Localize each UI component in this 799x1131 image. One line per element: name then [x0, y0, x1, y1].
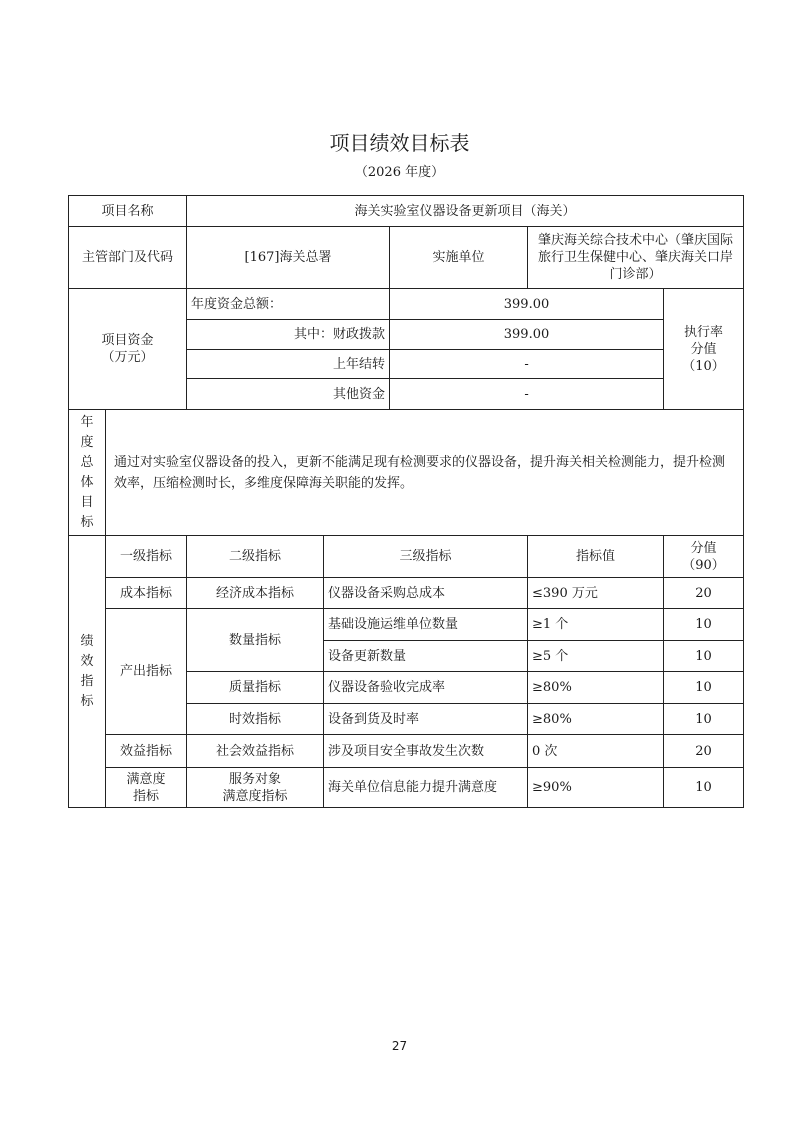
indicators-label-char: 效 [80, 653, 94, 669]
goal-label-char: 标 [80, 514, 94, 530]
quantity-1-value: ≥1 个 [528, 609, 664, 641]
benefit-score: 20 [664, 735, 744, 768]
page-number: 27 [391, 1039, 408, 1053]
satisfaction-level2-line1: 服务对象 [229, 771, 282, 787]
row-satisfaction-indicator [69, 768, 744, 808]
header-level2: 二级指标 [187, 536, 324, 578]
satisfaction-level1 [106, 768, 187, 808]
quality-score: 10 [664, 672, 744, 704]
quantity-level2: 数量指标 [187, 609, 324, 672]
performance-goal-table [68, 195, 744, 808]
impl-label: 实施单位 [390, 227, 528, 289]
cost-value: ≤390 万元 [528, 578, 664, 609]
satisfaction-level2 [187, 768, 324, 808]
indicators-label-char: 指 [80, 673, 94, 689]
time-score: 10 [664, 704, 744, 735]
cost-level3: 仪器设备采购总成本 [324, 578, 528, 609]
benefit-level1: 效益指标 [106, 735, 187, 768]
document-year: （2026 年度） [354, 165, 445, 180]
cost-level2: 经济成本指标 [187, 578, 324, 609]
execution-rate-score [664, 289, 744, 410]
row-project-name [69, 196, 744, 227]
satisfaction-level3: 海关单位信息能力提升满意度 [324, 768, 528, 808]
quantity-2-value: ≥5 个 [528, 641, 664, 672]
time-level3: 设备到货及时率 [324, 704, 528, 735]
funds-label-line1: 项目资金 [101, 333, 154, 348]
goal-label-char: 体 [80, 474, 94, 490]
carryover-label: 上年结转 [187, 350, 390, 379]
time-level2: 时效指标 [187, 704, 324, 735]
impl-value: 肇庆海关综合技术中心（肇庆国际旅行卫生保健中心、肇庆海关口岸门诊部） [528, 227, 744, 289]
score-line1: 执行率 [684, 324, 724, 340]
row-benefit-indicator [69, 735, 744, 768]
overall-goal-text: 通过对实验室仪器设备的投入，更新不能满足现有检测要求的仪器设备，提升海关相关检测能力，提升检测效率，压缩检测时长，多维度保障海关职能的发挥。 [106, 410, 744, 536]
dept-label: 主管部门及代码 [69, 227, 187, 289]
row-cost-indicator [69, 578, 744, 609]
goal-label-char: 度 [80, 434, 94, 450]
header-score-line1: 分值 [690, 540, 717, 556]
satisfaction-level2-line2: 满意度指标 [222, 788, 288, 804]
header-score [664, 536, 744, 578]
benefit-level3: 涉及项目安全事故发生次数 [324, 735, 528, 768]
indicators-label-char: 标 [80, 693, 94, 709]
score-line2: 分值 [690, 341, 717, 357]
fiscal-label: 其中：财政拨款 [187, 320, 390, 350]
quantity-2-level3: 设备更新数量 [324, 641, 528, 672]
goal-label-char: 总 [80, 454, 94, 470]
satisfaction-level1-line1: 满意度 [126, 771, 166, 787]
quantity-2-score: 10 [664, 641, 744, 672]
overall-goal-label [69, 410, 106, 536]
row-funds-annual [69, 289, 744, 320]
other-funds-value: - [390, 379, 664, 410]
funds-label-line2: （万元） [101, 350, 154, 365]
document-title: 项目绩效目标表 [329, 131, 470, 155]
satisfaction-value: ≥90% [528, 768, 664, 808]
funds-label [69, 289, 187, 410]
dept-value: [167]海关总署 [187, 227, 390, 289]
project-name-label: 项目名称 [69, 196, 187, 227]
satisfaction-level1-line2: 指标 [133, 788, 160, 804]
indicators-label [69, 536, 106, 808]
carryover-value: - [390, 350, 664, 379]
header-level3: 三级指标 [324, 536, 528, 578]
header-level1: 一级指标 [106, 536, 187, 578]
goal-label-char: 目 [80, 494, 94, 510]
satisfaction-score: 10 [664, 768, 744, 808]
row-indicator-headers [69, 536, 744, 578]
output-level1: 产出指标 [106, 609, 187, 735]
header-value: 指标值 [528, 536, 664, 578]
quality-value: ≥80% [528, 672, 664, 704]
fiscal-value: 399.00 [390, 320, 664, 350]
quality-level2: 质量指标 [187, 672, 324, 704]
row-overall-goal [69, 410, 744, 536]
benefit-level2: 社会效益指标 [187, 735, 324, 768]
quantity-1-score: 10 [664, 609, 744, 641]
row-department [69, 227, 744, 289]
goal-label-char: 年 [80, 414, 94, 430]
header-score-line2: （90） [682, 557, 725, 573]
project-name-value: 海关实验室仪器设备更新项目（海关） [187, 196, 744, 227]
benefit-value: 0 次 [528, 735, 664, 768]
annual-total-value: 399.00 [390, 289, 664, 320]
annual-total-label: 年度资金总额： [187, 289, 390, 320]
quantity-1-level3: 基础设施运维单位数量 [324, 609, 528, 641]
indicators-label-char: 绩 [80, 633, 94, 649]
score-line3: （10） [682, 358, 725, 374]
cost-score: 20 [664, 578, 744, 609]
cost-level1: 成本指标 [106, 578, 187, 609]
time-value: ≥80% [528, 704, 664, 735]
row-output-quantity-1 [69, 609, 744, 641]
quality-level3: 仪器设备验收完成率 [324, 672, 528, 704]
other-funds-label: 其他资金 [187, 379, 390, 410]
